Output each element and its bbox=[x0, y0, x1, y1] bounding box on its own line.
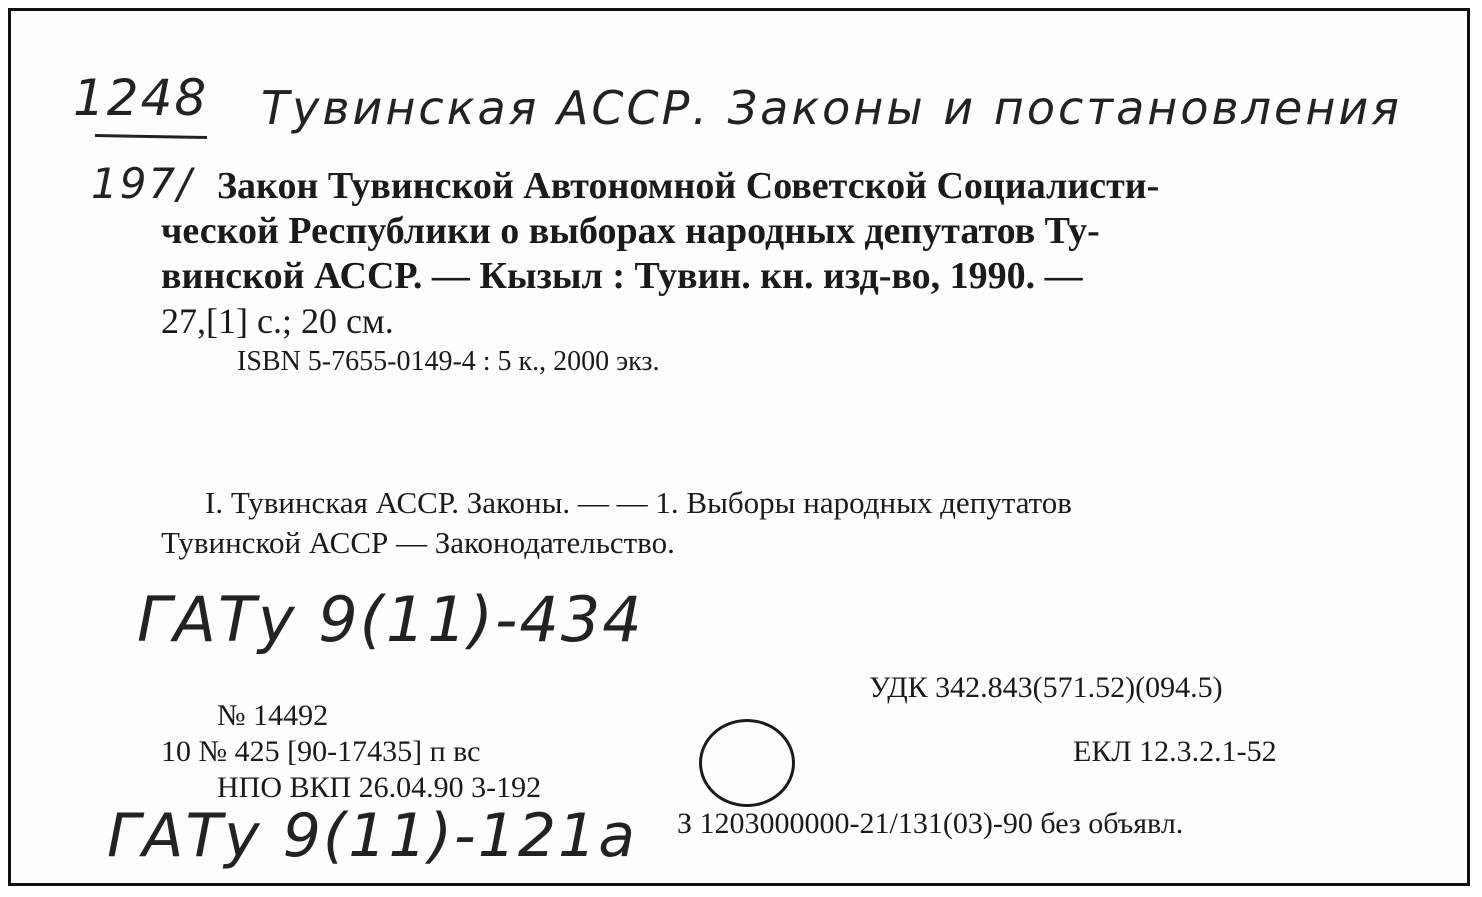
heading-number: 1248 bbox=[73, 69, 209, 127]
subject-line-2: Тувинской АССР — Законодательство. bbox=[161, 525, 675, 560]
print-line: 10 № 425 [90-17435] п вс bbox=[161, 735, 481, 768]
shelfmark-lower: ГАТу 9(11)-121а bbox=[107, 801, 637, 871]
title-line-1: Закон Тувинской Автономной Советской Социалисти- bbox=[217, 165, 1160, 207]
title-line-2: ческой Республики о выборах народных депутатов Ту- bbox=[161, 210, 1100, 252]
bottom-code-line: З 1203000000-21/131(03)-90 без объявл. bbox=[677, 807, 1184, 840]
title-line-4: 27,[1] с.; 20 см. bbox=[161, 301, 394, 341]
udk-line: УДК 342.843(571.52)(094.5) bbox=[869, 671, 1223, 704]
record-number: № 14492 bbox=[217, 699, 329, 732]
stamp-circle bbox=[699, 719, 795, 807]
npo-line: НПО ВКП 26.04.90 3-192 bbox=[217, 771, 542, 804]
catalog-card bbox=[8, 8, 1470, 886]
entry-number: 197/ bbox=[91, 159, 194, 208]
ekl-line: ЕКЛ 12.3.2.1-52 bbox=[1073, 735, 1277, 768]
isbn-line: ISBN 5-7655-0149-4 : 5 к., 2000 экз. bbox=[237, 346, 660, 377]
shelfmark-upper: ГАТу 9(11)-434 bbox=[137, 583, 644, 656]
heading-title: Тувинская АССР. Законы и постановления bbox=[261, 81, 1402, 135]
title-line-3: винской АССР. — Кызыл : Тувин. кн. изд-во, 1990. — bbox=[161, 255, 1083, 297]
heading-number-underline bbox=[95, 134, 207, 139]
subject-line-1: I. Тувинская АССР. Законы. — — 1. Выборы народных депутатов bbox=[205, 485, 1072, 520]
